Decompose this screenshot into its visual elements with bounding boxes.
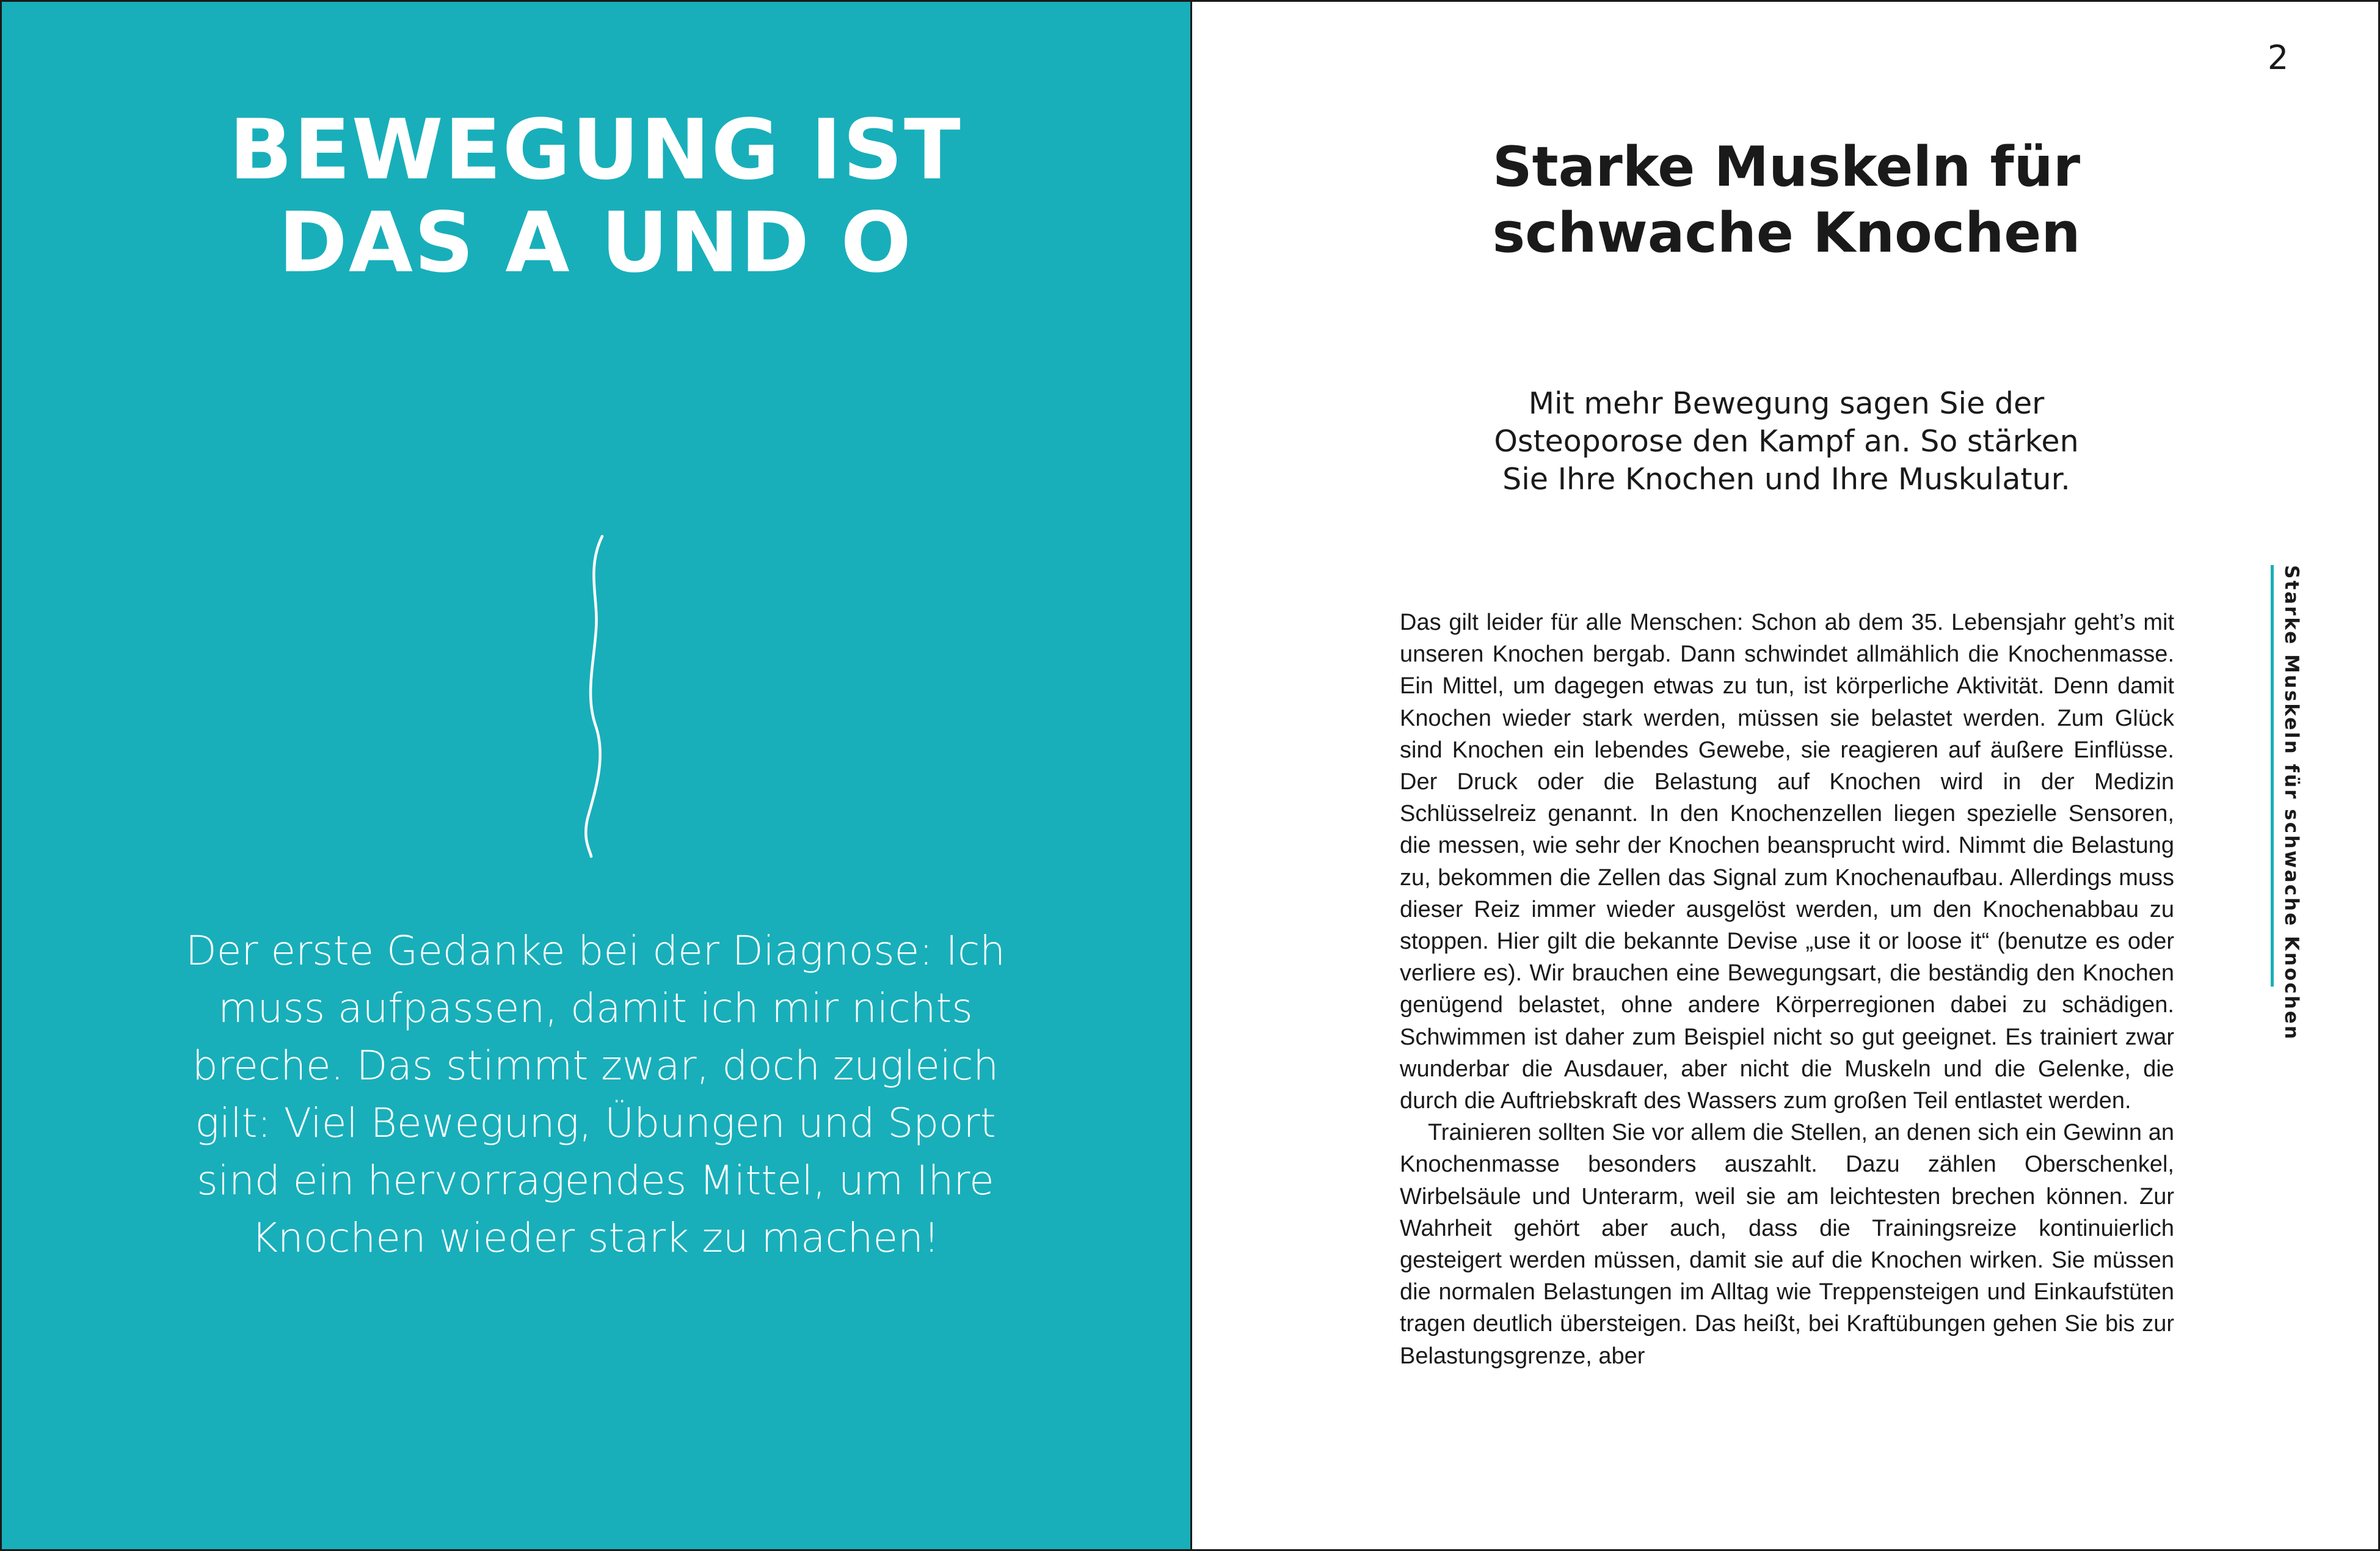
side-tab [2265, 565, 2313, 1041]
paragraph: Trainieren sollten Sie vor allem die Stellen, an denen sich ein Gewinn an Knochenmasse besonders auszahlt. Dazu zählen Oberschenkel, Wirbelsäule und Unterarm, weil sie am leichtesten brechen können. Zur Wahrheit gehört aber auch, dass die Trainingsreize kontinuierlich gesteigert werden müssen, damit sie auf die Knochen wirken. Sie müssen die normalen Belastungen im Alltag wie Treppensteigen und Einkaufstüten tragen deutlich übersteigen. Das heißt, bei Kraftübungen gehen Sie bis zur Belastungsgrenze, aber [1400, 1120, 2174, 1369]
chapter-title-line-2: DAS A UND O [278, 195, 913, 291]
section-title: Starke Muskeln für schwache Knochen [1492, 135, 2081, 265]
section-subtitle: Mit mehr Bewegung sagen Sie der Osteoporose den Kampf an. So stärken Sie Ihre Knochen und Ihre Muskulatur. [1494, 386, 2079, 497]
chapter-title-line-1: BEWEGUNG IST [229, 102, 962, 199]
paragraph: Das gilt leider für alle Menschen: Schon ab dem 35. Lebensjahr geht’s mit unseren Knochen bergab. Dann schwindet allmählich die Knochenmasse. Ein Mittel, um dagegen etwas zu tun, ist körperliche Aktivität. Denn damit Knochen wieder stark werden, müssen sie belastet werden. Zum Glück sind Knochen ein lebendes Gewebe, sie reagieren auf äußere Einflüsse. Der Druck oder die Belastung auf Knochen wird in der Medizin Schlüsselreiz genannt. In den Knochenzellen liegen spezielle Sensoren, die messen, wie sehr der Knochen beansprucht wird. Nimmt die Belastung zu, bekommen die Zellen das Signal zum Knochenaufbau. Allerdings muss dieser Reiz immer wieder ausgelöst werden, um den Knochenabbau zu stoppen. Hier gilt die bekannte Devise „use it or loose it“ (benutze es oder verliere es). Wir brauchen eine Bewegungsart, die beständig den Knochen genügend belastet, ohne andere Körperregionen dabei zu schädigen. Schwimmen ist daher zum Beispiel nicht so gut geeignet. Es trainiert zwar wunderbar die Ausdauer, aber nicht die Muskeln und die Gelenke, die durch die Auftriebskraft des Wassers zum großen Teil entlastet werden. [1400, 610, 2174, 1114]
page-gutter [1190, 0, 1192, 1551]
chapter-title [0, 104, 1191, 290]
wavy-line-icon [562, 531, 623, 861]
body-text [1400, 607, 2174, 1372]
side-tab-label: Starke Muskeln für schwache Knochen [2280, 565, 2302, 1041]
page-number: 2 [2267, 38, 2289, 77]
chapter-intro: Der erste Gedanke bei der Diagnose: Ich muss aufpassen, damit ich mir nichts breche. Das stimmt zwar, doch zugleich gilt: Viel Bewegung, Übungen und Sport sind ein hervorragendes Mittel, um Ihre Knochen wieder stark zu machen! [185, 927, 1006, 1261]
side-tab-accent-line [2271, 565, 2274, 987]
